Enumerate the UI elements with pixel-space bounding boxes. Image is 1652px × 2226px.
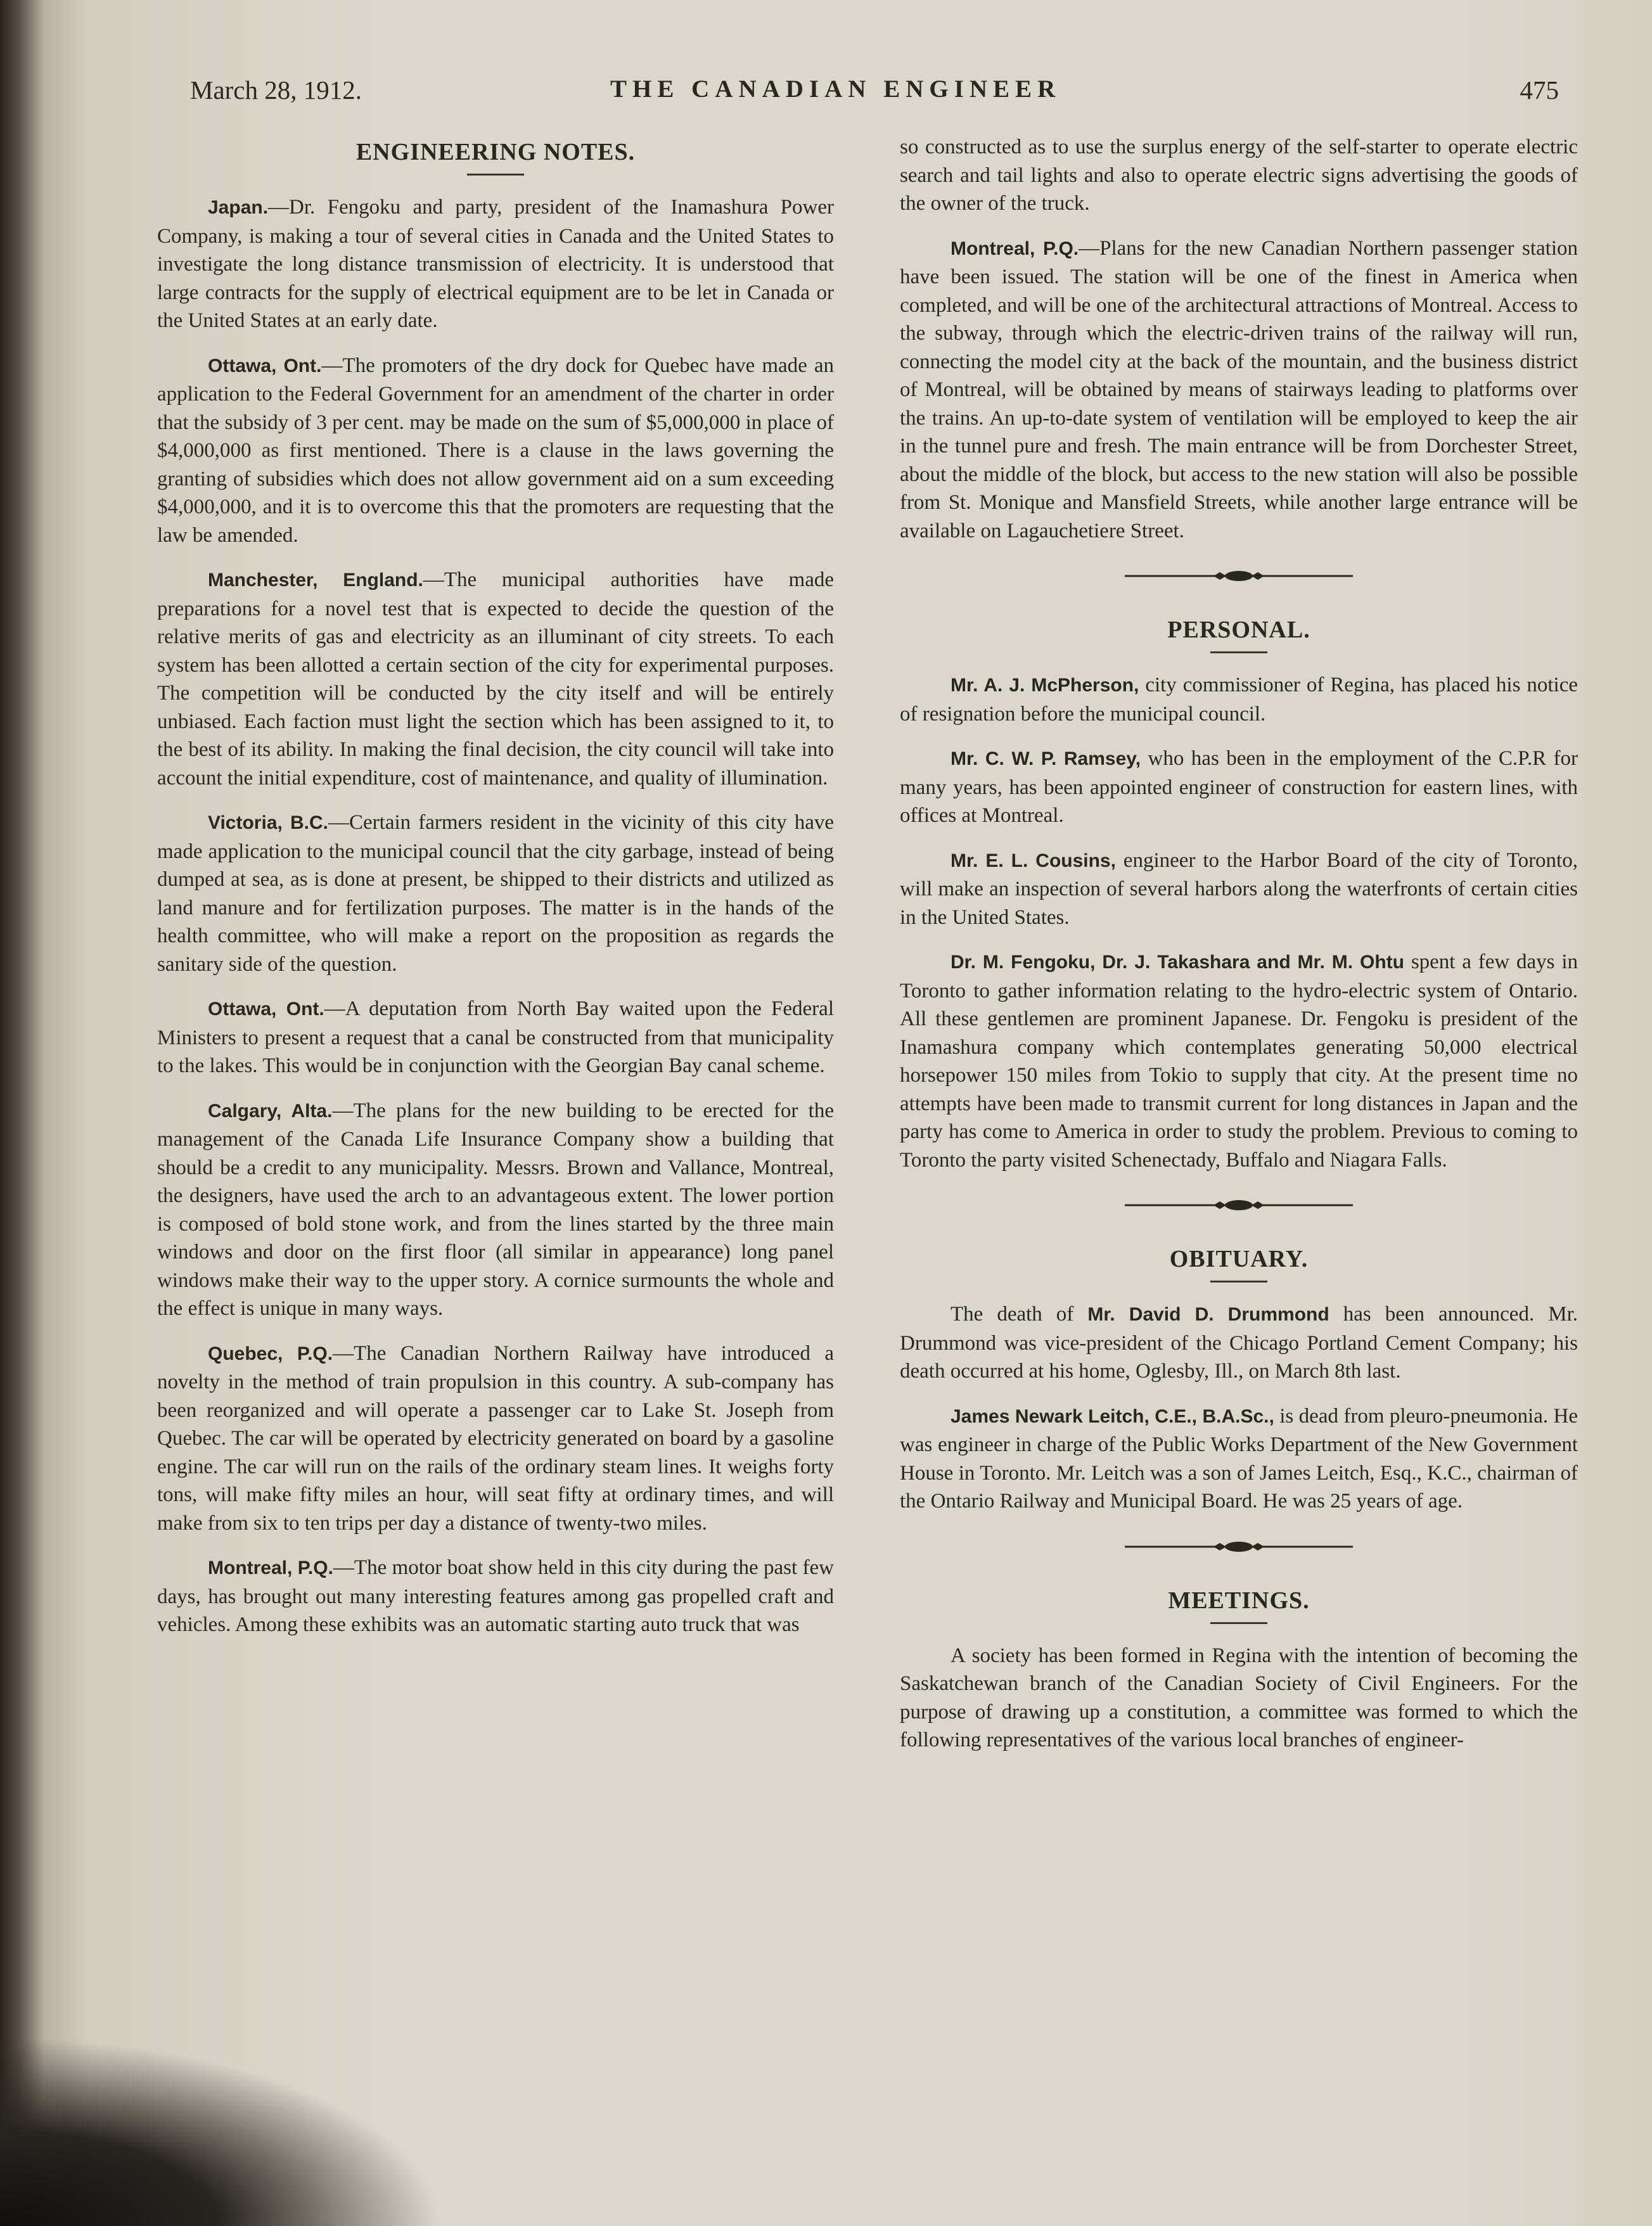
person-text: spent a few days in Toronto to gather information relating to the hydro-electric system of Ontario. All these gentlemen are prominent Japanese. Dr. Fengoku is president of the Inamashura company which contemplates generating 50,000 electrical horsepower 150 miles from Tokio to supply that city. At the present time no attempts have been made to transmit current for long distances in Japan and the party has come to America in order to study the problem. Previous to coming to Toronto the party visited Schenectady, Buffalo and Niagara Falls. (900, 950, 1578, 1172)
note-lead: Ottawa, Ont. (208, 355, 322, 376)
page-header (190, 75, 1559, 113)
note-text: —The municipal authorities have made preparations for a novel test that is expected to decide the question of the relative merits of gas and electricity as an illuminant of city streets. To each system has been allotted a certain section of the city for experimental purposes. The competition will be conducted by the city itself and will be entirely unbiased. Each faction must light the section which has been assigned to it, to the best of its ability. In making the final decision, the city council will take into account the initial expenditure, cost of maintenance, and quality of illumination. (157, 568, 834, 790)
meetings-paragraph: A society has been formed in Regina with the intention of becoming the Saskatchewan branch of the Canadian Society of Civil Engineers. For the purpose of drawing up a constitution, a committee was formed to which the following representatives of the various local branches of engineer- (900, 1644, 1578, 1751)
personal-paragraph (900, 671, 1578, 728)
title-rule (467, 174, 524, 176)
note-text: —The motor boat show held in this city during the past few days, has brought out many interesting features among gas propelled craft and vehicles. Among these exhibits was an automatic starting auto truck that was (157, 1556, 834, 1636)
note-paragraph (157, 193, 834, 335)
engineering-notes-title: ENGINEERING NOTES. (355, 139, 636, 165)
note-text: —A deputation from North Bay waited upon the Federal Ministers to present a request that a canal be constructed from that municipality to the lakes. This would be in conjunction with the Georgian Bay canal scheme. (157, 997, 834, 1077)
note-lead: Quebec, P.Q. (208, 1343, 333, 1364)
note-lead: Ottawa, Ont. (208, 999, 324, 1020)
right-column (900, 133, 1578, 1771)
person-text: engineer to the Harbor Board of the city of Toronto, will make an inspection of several harbors along the waterfronts of certain cities in the United States. (900, 848, 1578, 929)
obituary-pre: The death of (951, 1303, 1088, 1326)
page-number: 475 (1520, 75, 1559, 105)
note-text: —The promoters of the dry dock for Quebec have made an application to the Federal Government for an amendment of the charter in order that the subsidy of 3 per cent. may be made on the sum of $5,000,000 in place of $4,000,000 as first mentioned. There is a clause in the laws governing the granting of subsidies which does not allow government aid on a sum exceeding $4,000,000, and it is to overcome this that the promoters are requesting that the law be amended. (157, 354, 834, 547)
note-text: —The Canadian Northern Railway have introduced a novelty in the method of train propulsion in this country. A sub-company has been reorganized and will operate a passenger car to Lake St. Joseph from Quebec. The car will be operated by electricity generated on board by a gasoline engine. The car will run on the rails of the ordinary steam lines. It weighs forty tons, will make fifty miles an hour, will seat fifty at ordinary times, and will make from six to ten trips per day a distance of twenty-two miles. (157, 1341, 834, 1535)
title-rule (1210, 1622, 1267, 1624)
personal-paragraph (900, 847, 1578, 932)
deceased-name: Mr. David D. Drummond (1087, 1304, 1329, 1325)
continued-paragraph: so constructed as to use the surplus energy of the self-starter to operate electric search and tail lights and also to operate electric signs advertising the goods of the owner of the truck. (900, 136, 1578, 215)
personal-paragraph (900, 745, 1578, 830)
obituary-text: has been announced. Mr. Drummond was vice-president of the Chicago Portland Cement Company; his death occurred at his home, Oglesby, Ill., on March 8th last. (900, 1303, 1578, 1383)
obituary-paragraph (900, 1300, 1578, 1386)
note-paragraph (900, 234, 1578, 546)
note-lead: Manchester, England. (208, 570, 423, 591)
personal-title: PERSONAL. (1167, 617, 1310, 643)
title-rule (1210, 651, 1267, 653)
note-paragraph (157, 809, 834, 978)
note-lead: Montreal, P.Q. (208, 1558, 333, 1578)
person-text: who has been in the employment of the C.P.R for many years, has been appointed engineer of construction for eastern lines, with offices at Montreal. (900, 747, 1578, 827)
note-lead: Montreal, P.Q. (951, 238, 1079, 259)
person-name: Mr. C. W. P. Ramsey, (951, 748, 1141, 769)
note-paragraph (157, 1554, 834, 1639)
section-divider (1125, 566, 1353, 585)
note-lead: Calgary, Alta. (208, 1100, 333, 1122)
section-divider (1125, 1537, 1353, 1556)
obituary-paragraph (900, 1402, 1578, 1516)
meetings-title: MEETINGS. (1168, 1587, 1310, 1614)
note-paragraph (157, 1097, 834, 1323)
note-paragraph (157, 1340, 834, 1538)
person-name: Mr. E. L. Cousins, (951, 850, 1116, 871)
binding-shadow (0, 2036, 444, 2226)
note-text: —Certain farmers resident in the vicinity of this city have made application to the municipal council that the city garbage, instead of being dumped at sea, as is done at present, be shipped to their districts and utilized as land manure and for fertilization purposes. The matter is in the hands of the health committee, who will make a report on the proposition as regards the sanitary side of the question. (157, 811, 834, 976)
obituary-text: is dead from pleuro-pneumonia. He was engineer in charge of the Public Works Department of the New Government House in Toronto. Mr. Leitch was a son of James Leitch, Esq., K.C., chairman of the Ontario Railway and Municipal Board. He was 25 years of age. (900, 1404, 1578, 1513)
person-name: Mr. A. J. McPherson, (951, 675, 1139, 696)
note-text: —Plans for the new Canadian Northern passenger station have been issued. The station will be one of the finest in America when completed, and will be one of the architectural attractions of Montreal. Access to the subway, through which the electric-driven trains of the railway will run, connecting the model city at the back of the mountain, and the business district of Montreal, will be obtained by means of stairways leading to platforms over the trains. An up-to-date system of ventilation will be employed to keep the air in the tunnel pure and fresh. The main entrance will be from Dorchester Street, about the middle of the block, but access to the new station will also be possible from St. Monique and Mansfield Streets, while another large entrance will be available on Lagauchetiere Street. (900, 236, 1578, 542)
person-name: Dr. M. Fengoku, Dr. J. Takashara and Mr. M. Ohtu (951, 952, 1404, 973)
deceased-name: James Newark Leitch, C.E., B.A.Sc., (951, 1405, 1274, 1427)
note-text: —Dr. Fengoku and party, president of the Inamashura Power Company, is making a tour of several cities in Canada and the United States to investigate the long distance transmission of electricity. It is understood that large contracts for the supply of electrical equipment are to be let in Canada or the United States at an early date. (157, 196, 834, 332)
left-column (157, 133, 834, 1656)
note-lead: Victoria, B.C. (208, 812, 329, 833)
note-paragraph (157, 566, 834, 792)
issue-date: March 28, 1912. (190, 75, 362, 105)
note-paragraph (157, 995, 834, 1080)
note-lead: Japan. (208, 197, 269, 218)
personal-paragraph (900, 948, 1578, 1174)
person-text: city commissioner of Regina, has placed his notice of resignation before the municipal council. (900, 674, 1578, 726)
journal-title: THE CANADIAN ENGINEER (610, 75, 1061, 103)
note-paragraph (157, 352, 834, 550)
title-rule (1210, 1281, 1267, 1283)
section-divider (1125, 1196, 1353, 1215)
note-text: —The plans for the new building to be erected for the management of the Canada Life Insurance Company show a building that should be a credit to any municipality. Messrs. Brown and Vallance, Montreal, the designers, have used the arch to an advantageous extent. The lower portion is composed of bold stone work, and from the lines started by the three main windows and door on the first floor (all similar in appearance) long panel windows make their way to the upper story. A cornice surmounts the whole and the effect is unique in many ways. (157, 1099, 834, 1320)
obituary-title: OBITUARY. (1169, 1246, 1309, 1272)
